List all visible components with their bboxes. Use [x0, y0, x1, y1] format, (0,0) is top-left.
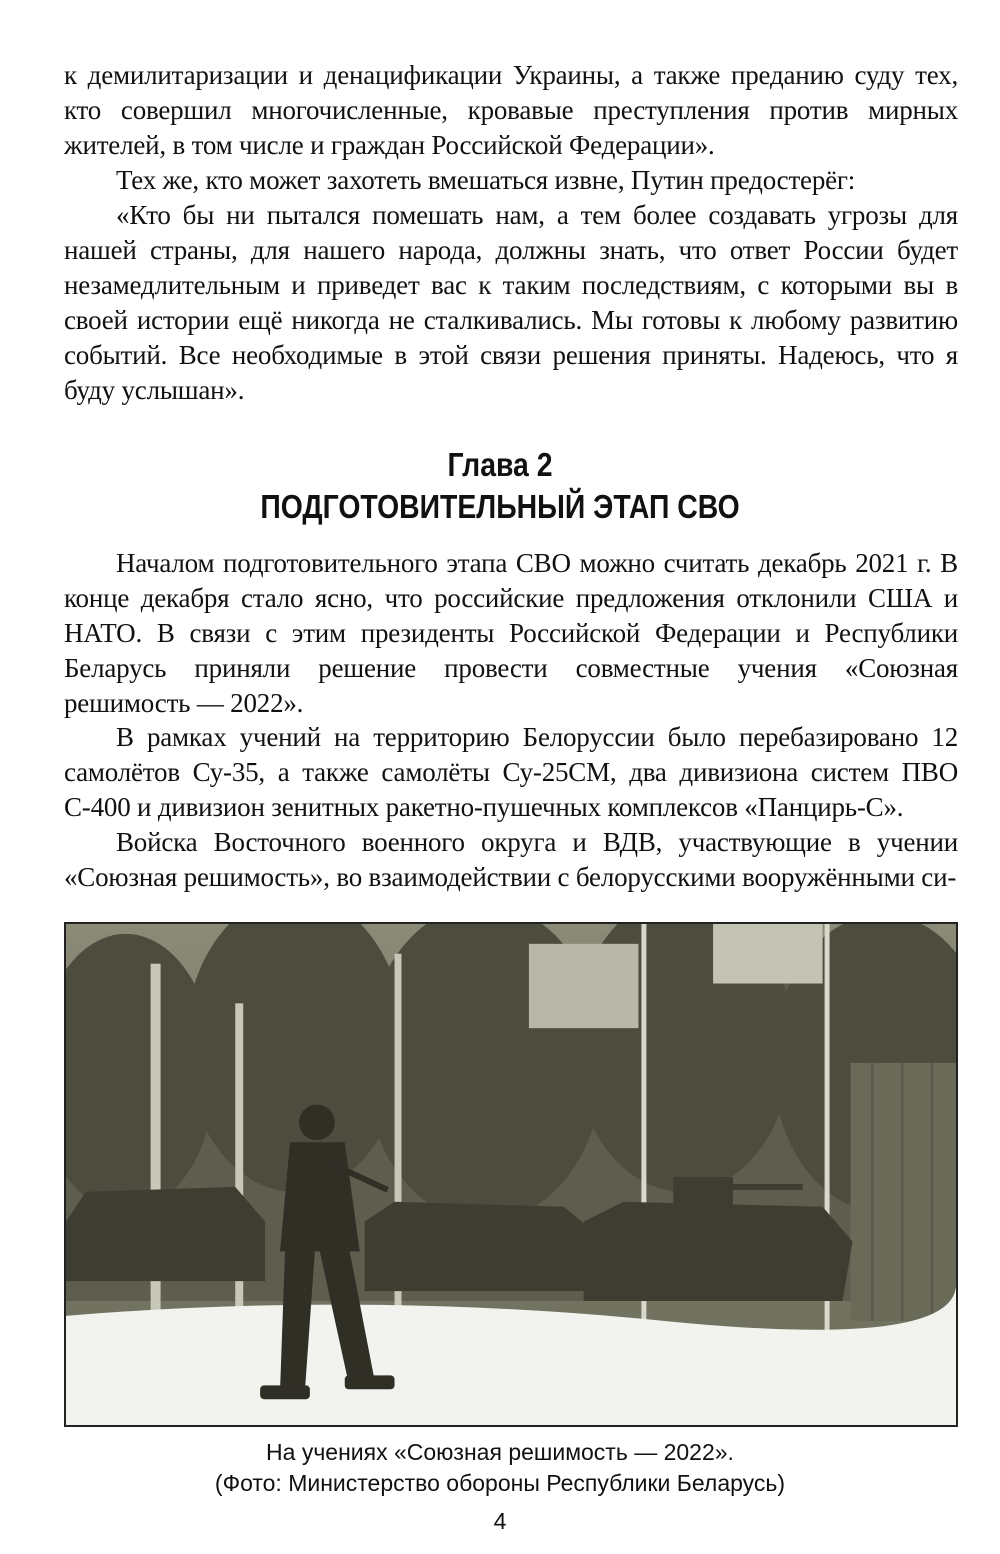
page-number: 4	[493, 1508, 507, 1534]
soldier-photo	[64, 922, 958, 1427]
chapter-number: Глава 2	[447, 446, 553, 483]
photo-caption-line1: На учениях «Союзная решимость — 2022».	[266, 1439, 734, 1465]
chapter-title: ПОДГОТОВИТЕЛЬНЫЙ ЭТАП СВО	[260, 488, 740, 525]
photo-caption-line2: (Фото: Министерство обороны Республики Беларусь)	[214, 1470, 786, 1496]
paragraph-putin-quote: «Кто бы ни пытался помешать нам, а тем более создавать угрозы для нашей страны, для нашего народа, должны знать, что ответ России будет незамедлительным и приведет вас к таким последствиям, с которыми вы в своей истории ещё никогда не сталкивались. Мы готовы к любому развитию событий. Все необходимые в этой связи решения приняты. Надеюсь, что я буду услышан».	[64, 200, 958, 405]
paragraph-eastern-district: Войска Восточного военного округа и ВДВ, участвующие в учении «Союзная решимость», во взаимодействии с белорусскими вооружёнными си-	[64, 827, 958, 892]
paragraph-preparatory-stage: Началом подготовительного этапа СВО можно считать декабрь 2021 г. В конце декабря стало ясно, что российские предложения отклонили США и НАТО. В связи с этим президенты Российской Федерации и Республики Беларусь приняли решение провести совместные учения «Союзная решимость — 2022».	[64, 548, 958, 718]
paragraph-redeployment: В рамках учений на территорию Белоруссии было перебазировано 12 самолётов Су-35, а также самолёты Су-25СМ, два дивизиона систем ПВО С-400 и дивизион зенитных ракетно-пушечных комплексов «Панцирь-С».	[64, 722, 958, 822]
paragraph-putin-warning-intro: Тех же, кто может захотеть вмешаться извне, Путин предостерёг:	[116, 165, 856, 195]
paragraph-continuation: к демилитаризации и денацификации Украины, а также преданию суду тех, кто совершил многочисленные, кровавые преступления против мирных жителей, в том числе и граждан Российской Федерации».	[64, 60, 958, 160]
